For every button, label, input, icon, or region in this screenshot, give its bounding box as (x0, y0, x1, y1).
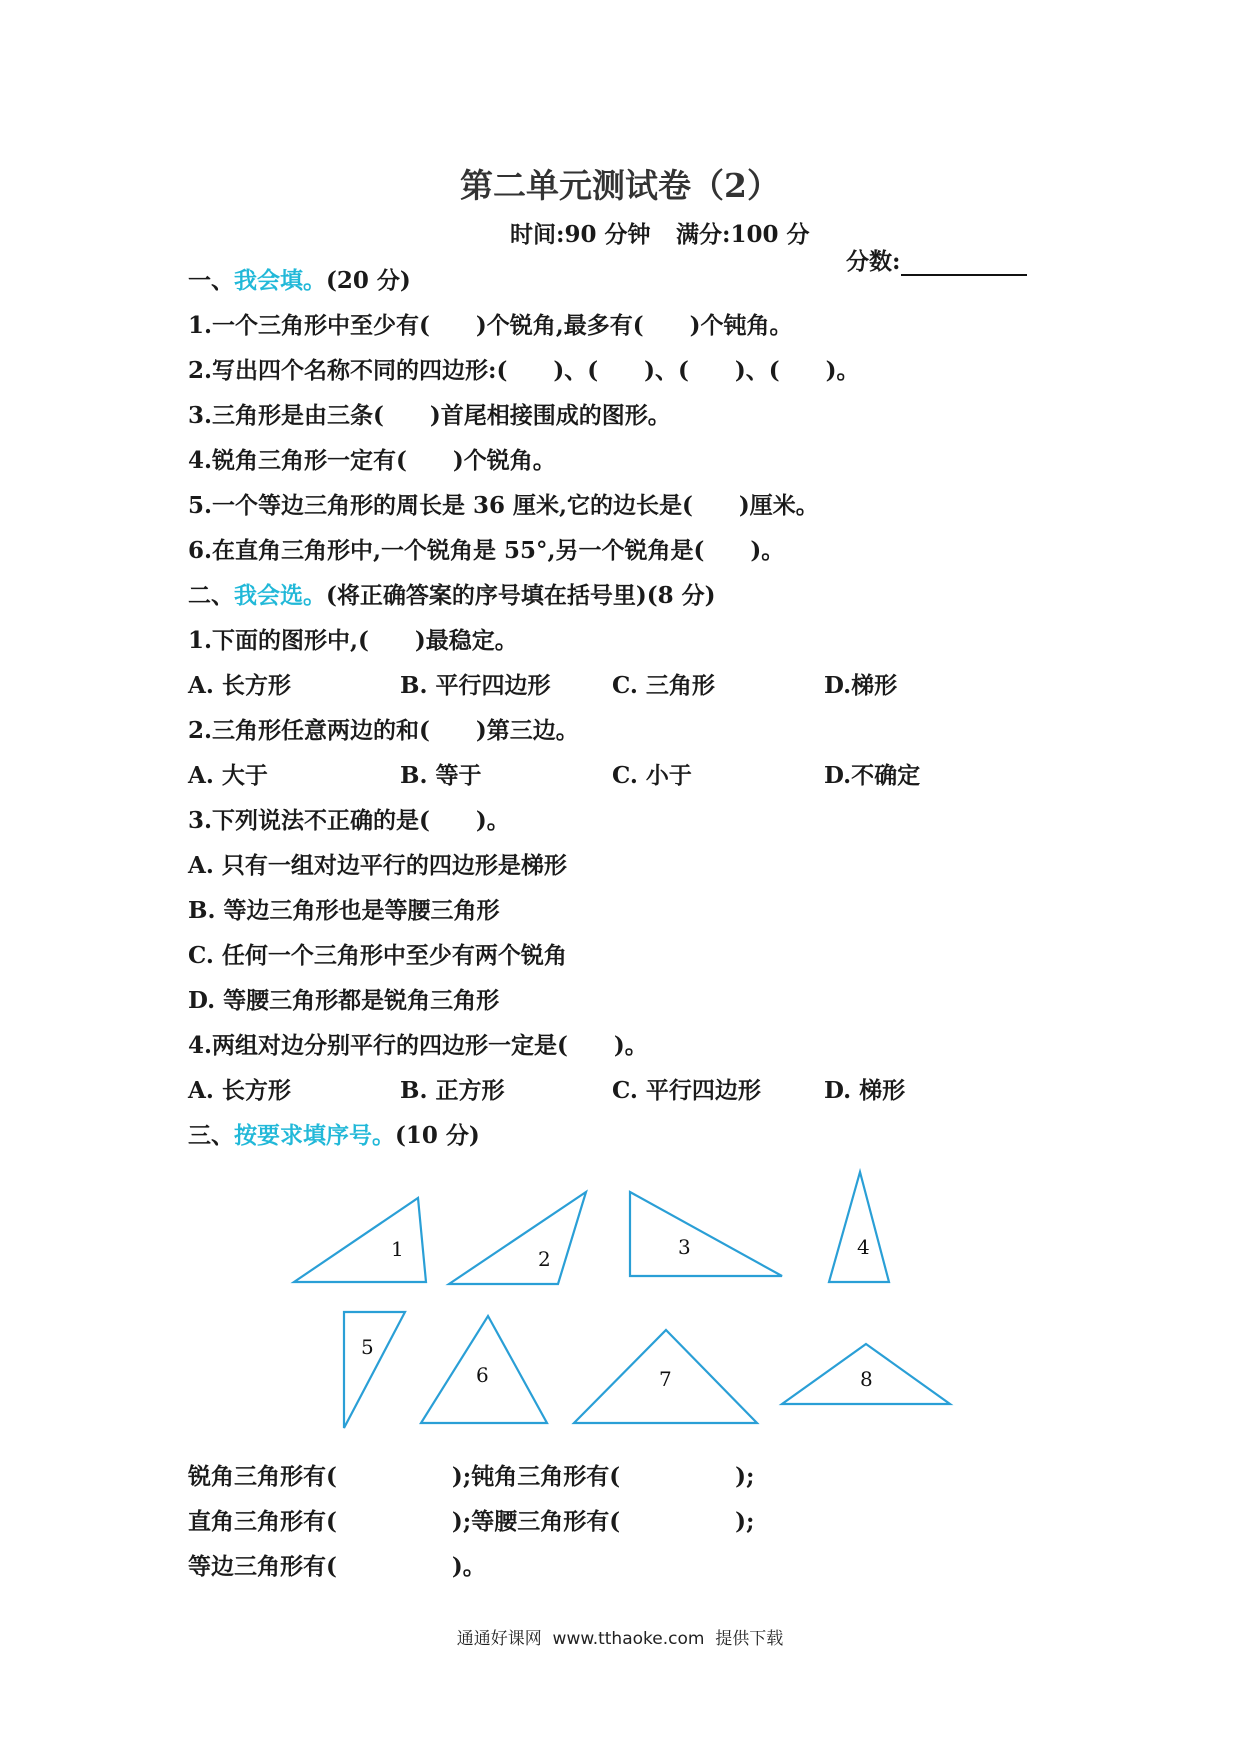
triangle-label-4: 4 (857, 1235, 870, 1259)
triangle-label-1: 1 (391, 1237, 404, 1261)
s2-q3-option-b: B. 等边三角形也是等腰三角形 (188, 897, 500, 924)
triangle-label-6: 6 (476, 1363, 489, 1387)
s2-q3-option-d: D. 等腰三角形都是锐角三角形 (188, 987, 500, 1014)
footer-credit: 通通好课网 www.tthaoke.com 提供下载 (456, 1629, 784, 1649)
section-3-points: (10 分) (395, 1122, 480, 1149)
triangle-4 (829, 1172, 889, 1282)
section-2-title: 我会选。 (234, 582, 326, 609)
s2-q1-option-b: B. 平行四边形 (400, 672, 551, 699)
s1-question-6: 6.在直角三角形中,一个锐角是 55°,另一个锐角是( )。 (188, 537, 785, 564)
s2-question-1: 1.下面的图形中,( )最稳定。 (188, 627, 518, 654)
s2-q1-option-c: C. 三角形 (612, 672, 715, 699)
s2-q4-option-a: A. 长方形 (188, 1077, 291, 1104)
s2-q4-option-b: B. 正方形 (400, 1077, 505, 1104)
triangle-1 (294, 1198, 426, 1282)
section-1-title: 我会填。 (234, 267, 326, 294)
section-1-points: (20 分) (326, 267, 411, 294)
triangle-5 (344, 1312, 405, 1428)
s1-question-2: 2.写出四个名称不同的四边形:( )、( )、( )、( )。 (188, 357, 860, 384)
s3-answer-line-2: 直角三角形有( );等腰三角形有( ); (188, 1508, 755, 1535)
section-1-number: 一、 (188, 267, 234, 294)
triangle-label-8: 8 (860, 1367, 873, 1391)
s2-q2-option-a: A. 大于 (188, 762, 268, 789)
s1-question-1: 1.一个三角形中至少有( )个锐角,最多有( )个钝角。 (188, 312, 793, 339)
time-info: 时间:90 分钟 (510, 221, 651, 248)
full-score-info: 满分:100 分 (676, 221, 810, 248)
triangle-label-5: 5 (361, 1335, 374, 1359)
s2-q2-option-b: B. 等于 (400, 762, 482, 789)
s2-q4-option-d: D. 梯形 (824, 1077, 906, 1104)
s2-q1-option-d: D.梯形 (824, 672, 898, 699)
s3-answer-line-3: 等边三角形有( )。 (188, 1553, 486, 1580)
page-title: 第二单元测试卷（2） (460, 166, 780, 205)
s2-q1-option-a: A. 长方形 (188, 672, 291, 699)
score-label: 分数: (846, 248, 901, 275)
s2-question-4: 4.两组对边分别平行的四边形一定是( )。 (188, 1032, 648, 1059)
triangle-label-7: 7 (659, 1367, 672, 1391)
triangle-label-3: 3 (678, 1235, 691, 1259)
s2-question-3: 3.下列说法不正确的是( )。 (188, 807, 510, 834)
s1-question-5: 5.一个等边三角形的周长是 36 厘米,它的边长是( )厘米。 (188, 492, 819, 519)
triangle-label-2: 2 (538, 1247, 551, 1271)
section-2-number: 二、 (188, 582, 234, 609)
section-2-points: (将正确答案的序号填在括号里)(8 分) (326, 582, 716, 609)
s2-q3-option-c: C. 任何一个三角形中至少有两个锐角 (188, 942, 567, 969)
s2-q2-option-d: D.不确定 (824, 762, 921, 789)
section-3-number: 三、 (188, 1122, 234, 1149)
s1-question-4: 4.锐角三角形一定有( )个锐角。 (188, 447, 556, 474)
s1-question-3: 3.三角形是由三条( )首尾相接围成的图形。 (188, 402, 671, 429)
s2-q4-option-c: C. 平行四边形 (612, 1077, 761, 1104)
s2-question-2: 2.三角形任意两边的和( )第三边。 (188, 717, 579, 744)
section-3-title: 按要求填序号。 (234, 1122, 395, 1149)
s2-q2-option-c: C. 小于 (612, 762, 692, 789)
triangle-3 (630, 1192, 782, 1276)
s3-answer-line-1: 锐角三角形有( );钝角三角形有( ); (188, 1463, 755, 1490)
s2-q3-option-a: A. 只有一组对边平行的四边形是梯形 (188, 852, 567, 879)
triangle-2 (449, 1192, 586, 1284)
